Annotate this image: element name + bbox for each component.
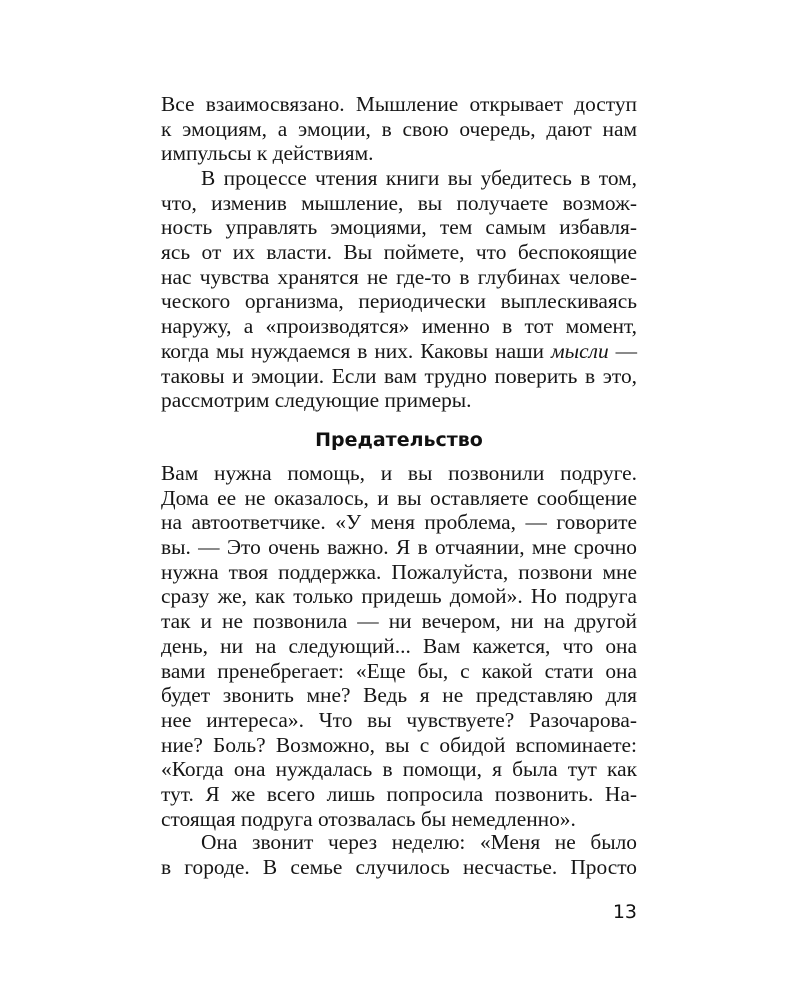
text-line: импульсы к действиям. — [161, 141, 374, 166]
text-line: тут. Я же всего лишь попросила позвонить. На- — [161, 781, 637, 806]
text-line: так и не позвонила — ни вечером, ни на другой — [161, 609, 637, 634]
text-line: ческого организма, периодически выплескиваясь — [161, 289, 637, 314]
text-line: Все взаимосвязано. Мышление открывает доступ — [161, 92, 637, 116]
text-line: будет звонить мне? Ведь я не представляю для — [161, 683, 637, 708]
text-line: что, изменив мышление, вы получаете возмож- — [161, 190, 637, 215]
text-line: наружу, а «производятся» именно в тот момент, — [161, 314, 637, 339]
text-line: в городе. В семье случилось несчастье. Просто — [161, 854, 637, 879]
text-line: Дома ее не оказалось, и вы оставляете сообщение — [161, 485, 637, 510]
text-fragment: — — [608, 338, 637, 363]
text-line: ние? Боль? Возможно, вы с обидой вспоминаете: — [161, 732, 637, 757]
paragraph-intro — [161, 92, 637, 166]
text-line: нужна твоя поддержка. Пожалуйста, позвони мне — [161, 559, 637, 584]
paragraph-betrayal — [161, 461, 637, 831]
text-line: на автоответчике. «У меня проблема, — говорите — [161, 510, 637, 535]
paragraph-reading — [161, 166, 637, 413]
text-line: ность управлять эмоциями, тем самым избавля- — [161, 215, 637, 240]
section-heading: Предательство — [315, 429, 483, 451]
text-fragment: когда мы нуждаемся в них. Каковы наши — [161, 338, 545, 363]
text-line: вами пренебрегает: «Еще бы, с какой стати она — [161, 658, 637, 683]
text-line: к эмоциям, а эмоции, в свою очередь, дают нам — [161, 116, 637, 141]
text-line: таковы и эмоции. Если вам трудно поверить в это, — [161, 363, 637, 388]
text-line: В процессе чтения книги вы убедитесь в том, — [201, 166, 637, 190]
text-line: сразу же, как только придешь домой». Но подруга — [161, 584, 637, 609]
text-line: стоящая подруга отозвалась бы немедленно». — [161, 806, 576, 831]
text-line: Она звонит через неделю: «Меня не было — [201, 830, 637, 854]
text-line: «Когда она нуждалась в помощи, я была тут как — [161, 757, 637, 782]
emphasis-word: мысли — [550, 338, 609, 363]
text-line: нее интереса». Что вы чувствуете? Разочарова- — [161, 707, 637, 732]
text-line: рассмотрим следующие примеры. — [161, 388, 472, 413]
text-line: Вам нужна помощь, и вы позвонили подруге. — [161, 461, 637, 485]
text-line: нас чувства хранятся не где-то в глубинах челове- — [161, 264, 637, 289]
text-line: ясь от их власти. Вы поймете, что беспокоящие — [161, 240, 637, 265]
text-line: вы. — Это очень важно. Я в отчаянии, мне срочно — [161, 535, 637, 560]
page-number: 13 — [612, 901, 637, 923]
paragraph-call-back — [161, 830, 637, 879]
text-line: день, ни на следующий... Вам кажется, что она — [161, 633, 637, 658]
text-line-with-emphasis — [161, 339, 637, 364]
